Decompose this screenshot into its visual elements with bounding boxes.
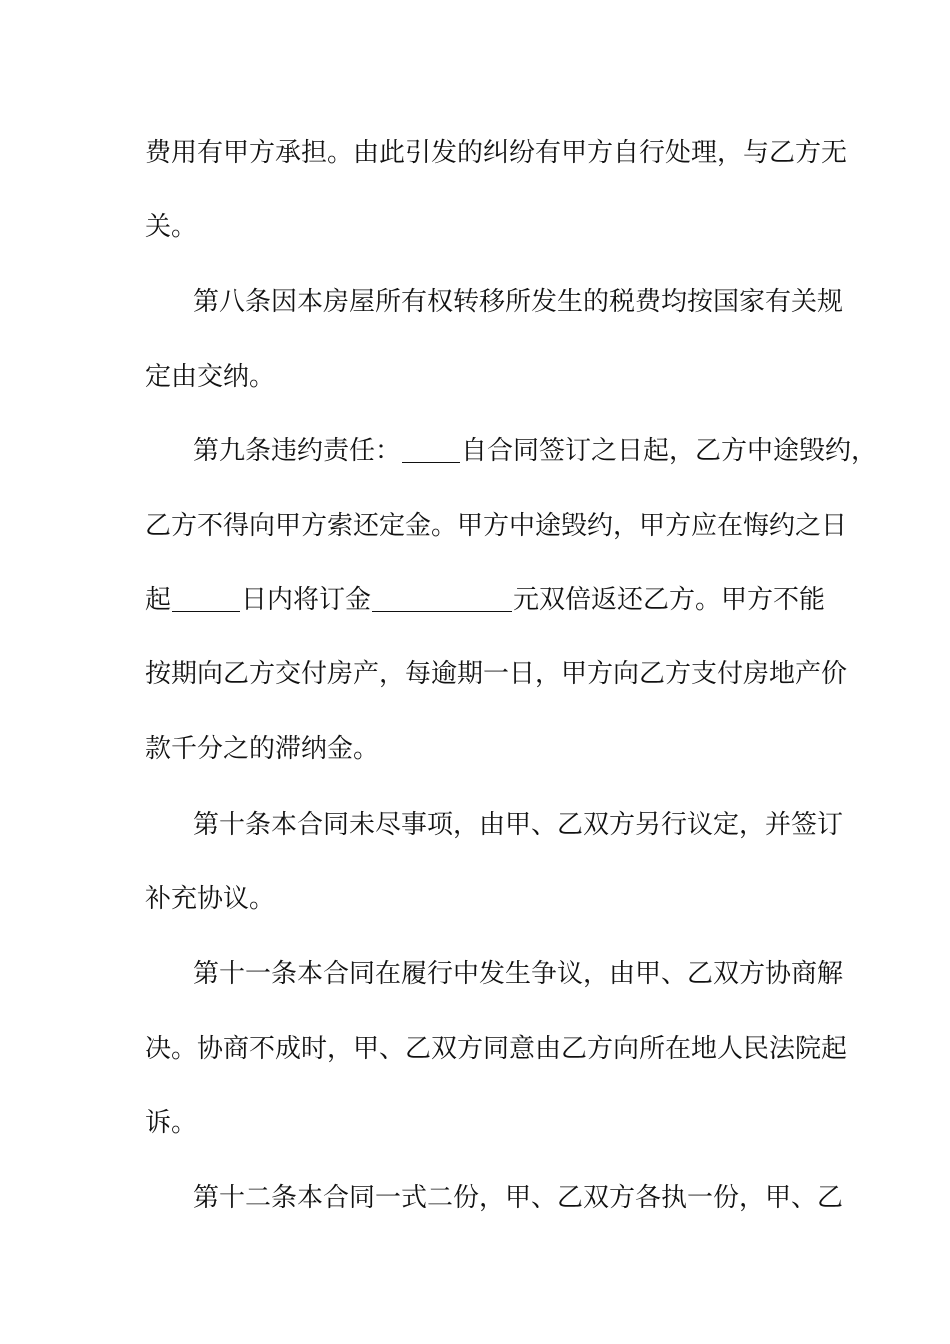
paragraph-line: 款千分之的滞纳金。 [145,734,380,764]
paragraph-line: 关。 [145,212,198,242]
blank-underline [402,432,460,463]
paragraph-line: 诉。 [145,1108,198,1138]
article-10-line: 第十条本合同未尽事项，由甲、乙双方另行议定，并签订 [193,810,844,840]
paragraph-line: 按期向乙方交付房产，每逾期一日，甲方向乙方支付房地产价 [145,659,848,689]
blank-underline [172,581,240,612]
paragraph-line: 补充协议。 [145,884,276,914]
article-9-line [193,431,878,471]
paragraph-line [145,580,826,620]
article-12-line: 第十二条本合同一式二份，甲、乙双方各执一份，甲、乙 [193,1183,844,1213]
paragraph-line: 定由交纳。 [145,362,276,392]
article-8-line: 第八条因本房屋所有权转移所发生的税费均按国家有关规 [193,287,844,317]
paragraph-line: 决。协商不成时，甲、乙双方同意由乙方向所在地人民法院起 [145,1034,848,1064]
paragraph-line: 乙方不得向甲方索还定金。甲方中途毁约，甲方应在悔约之日 [145,511,848,541]
text-segment: 日内将订金 [241,585,372,615]
text-segment: 自合同签订之日起，乙方中途毁约， [461,436,878,466]
text-segment: 起 [145,585,172,615]
blank-underline [372,581,512,612]
text-segment: 元双倍返还乙方。甲方不能 [513,585,826,615]
paragraph-line: 费用有甲方承担。由此引发的纠纷有甲方自行处理，与乙方无 [145,138,848,168]
text-segment: 第九条违约责任： [193,436,402,466]
article-11-line: 第十一条本合同在履行中发生争议，由甲、乙双方协商解 [193,959,844,989]
